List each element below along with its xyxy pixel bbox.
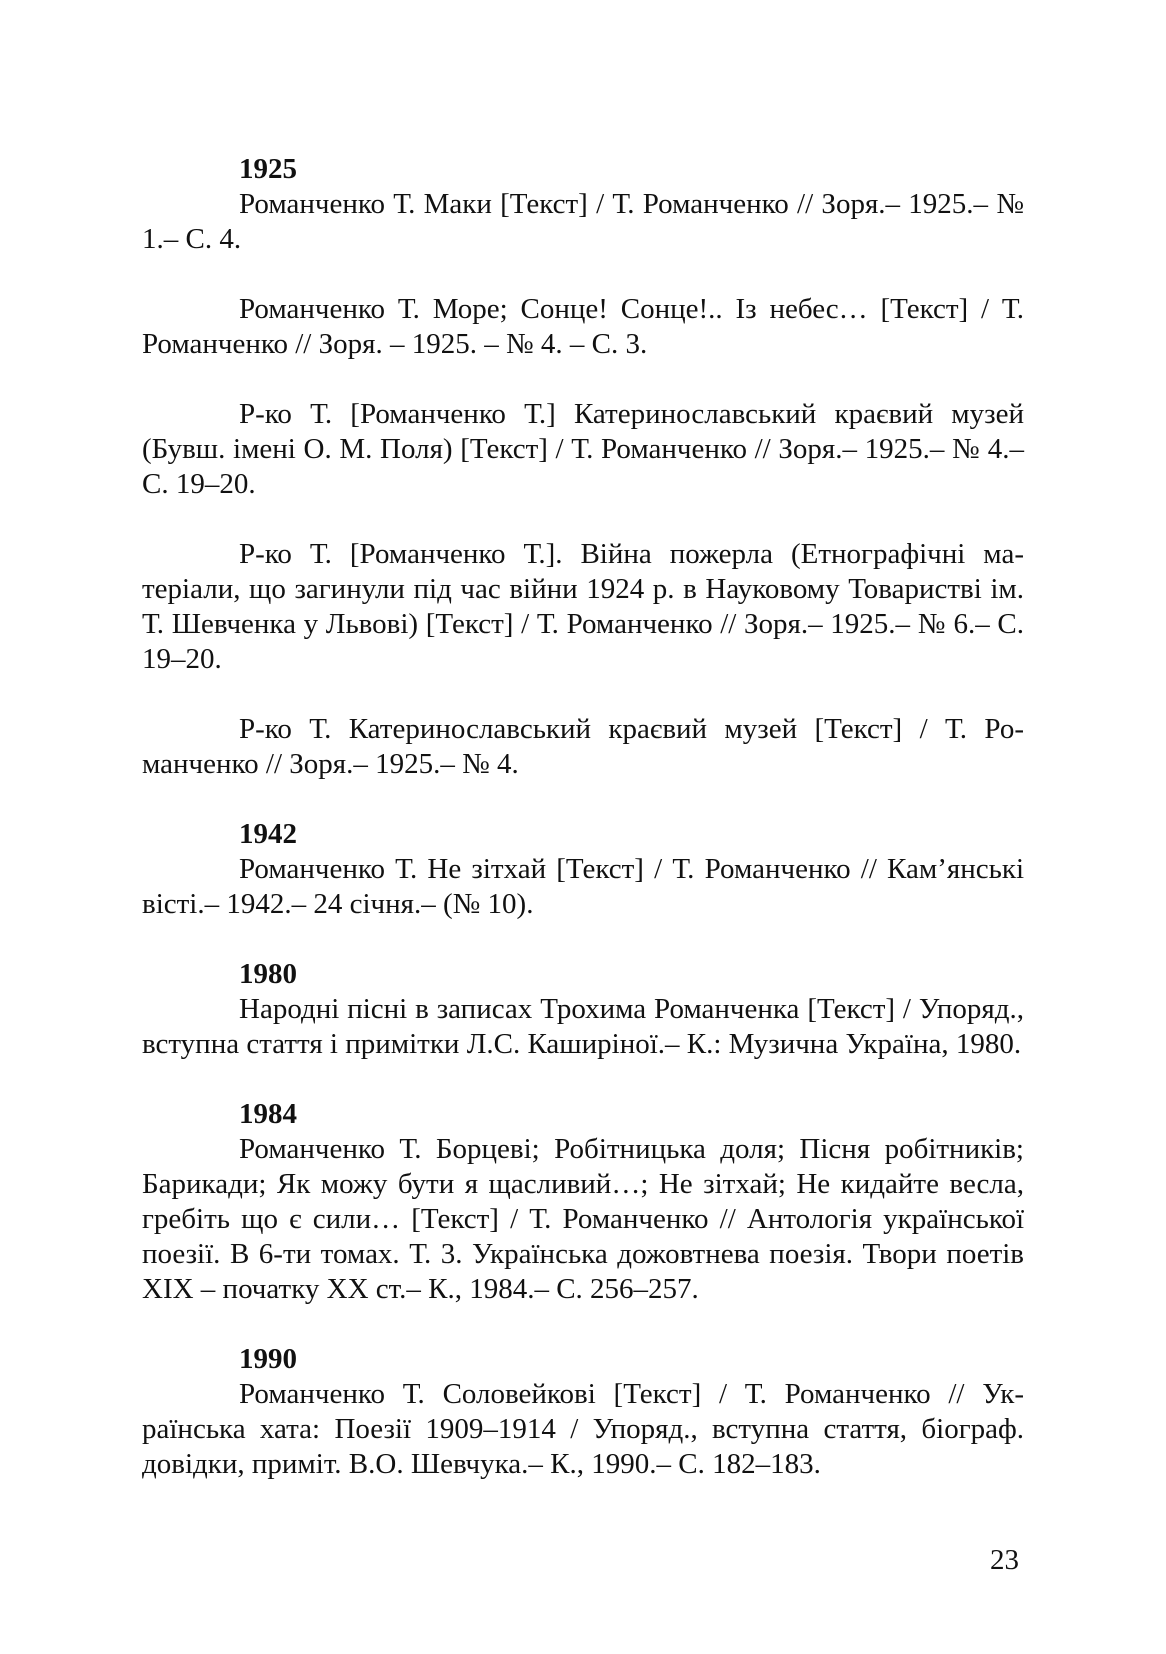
page-number: 23 bbox=[990, 1544, 1019, 1576]
year-heading-1925: 1925 bbox=[239, 153, 297, 185]
year-heading-1984: 1984 bbox=[239, 1098, 297, 1130]
bibliography-entry: Р-ко Т. Катеринославський краєвий музей [Текст] / Т. Романченко // Зоря.– 1925.– № 4. bbox=[142, 713, 1024, 780]
year-heading-1942: 1942 bbox=[239, 818, 297, 850]
bibliography-entry: Романченко Т. Борцеві; Робітницька доля; Пісня робітників; Барикади; Як можу бути я щасливий…; Не зітхай; Не кидайте весла, гребіть що є сили… [Текст] / Т. Романченко // Антологія української поезії. В 6-ти томах. Т. 3. Українська дожовтнева поезія. Твори поетів XIX – початку XX ст.– К., 1984.– С. 256–257. bbox=[142, 1133, 1024, 1305]
bibliography-entry: Романченко Т. Не зітхай [Текст] / Т. Романченко // Кам’янські вісті.– 1942.– 24 січня.– (№ 10). bbox=[142, 853, 1024, 920]
year-heading-1990: 1990 bbox=[239, 1343, 297, 1375]
bibliography-entry: Романченко Т. Море; Сонце! Сонце!.. Із небес… [Текст] / Т. Романченко // Зоря. – 1925. – № 4. – С. 3. bbox=[142, 293, 1024, 360]
bibliography-entry: Р-ко Т. [Романченко Т.]. Війна пожерла (Етнографічні матеріали, що загинули під час війни 1924 р. в Науковому Товаристві ім. Т. Шевченка у Львові) [Текст] / Т. Романченко // Зоря.– 1925.– № 6.– С. 19–20. bbox=[142, 538, 1024, 675]
year-heading-1980: 1980 bbox=[239, 958, 297, 990]
bibliography-entry: Р-ко Т. [Романченко Т.] Катеринославський краєвий музей (Бувш. імені О. М. Поля) [Текст] / Т. Романченко // Зоря.– 1925.– № 4.– С. 19–20. bbox=[142, 398, 1024, 500]
bibliography-content bbox=[142, 152, 1024, 1482]
bibliography-entry: Романченко Т. Соловейкові [Текст] / Т. Романченко // Українська хата: Поезії 1909–1914 / Упоряд., вступна стаття, біограф. довідки, приміт. В.О. Шевчука.– К., 1990.– С. 182–183. bbox=[142, 1378, 1024, 1480]
bibliography-entry: Народні пісні в записах Трохима Романченка [Текст] / Упоряд., вступна стаття і примітки Л.С. Каширіної.– К.: Музична Україна, 1980. bbox=[142, 993, 1024, 1060]
bibliography-entry: Романченко Т. Маки [Текст] / Т. Романченко // Зоря.– 1925.– № 1.– С. 4. bbox=[142, 188, 1024, 255]
